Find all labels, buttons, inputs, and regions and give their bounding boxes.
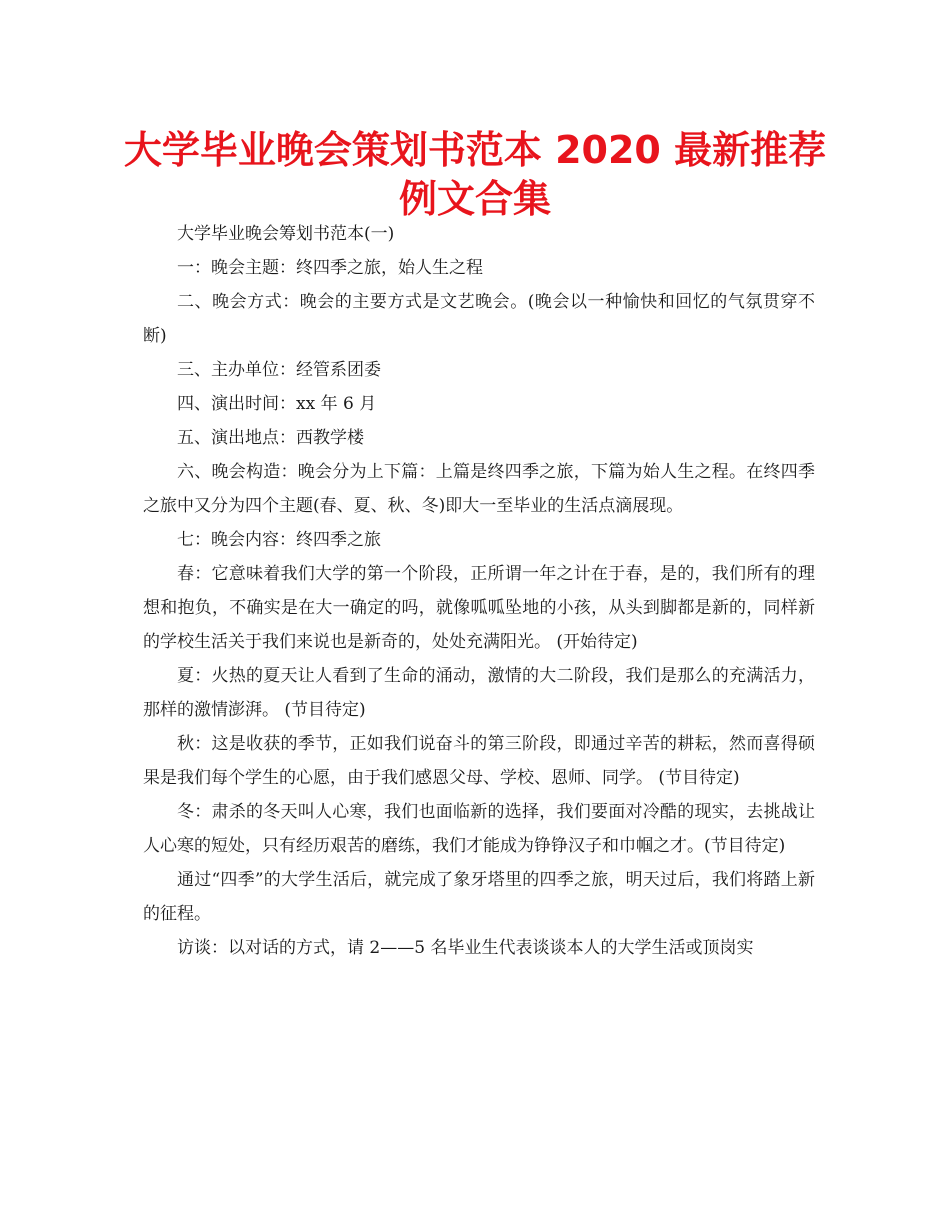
- paragraph-theme: 一：晚会主题：终四季之旅，始人生之程: [177, 258, 483, 278]
- paragraph-autumn: 秋：这是收获的季节，正如我们说奋斗的第三阶段，即通过辛苦的耕耘，然而喜得硕果是我们每个学生的心愿，由于我们感恩父母、学校、恩师、同学。 (节目待定): [143, 734, 815, 788]
- paragraph-organizer: 三、主办单位：经管系团委: [177, 360, 381, 380]
- paragraph-heading: 大学毕业晚会筹划书范本(一): [177, 224, 395, 244]
- paragraph-venue: 五、演出地点：西教学楼: [177, 428, 364, 448]
- paragraph-winter: 冬：肃杀的冬天叫人心寒，我们也面临新的选择，我们要面对冷酷的现实，去挑战让人心寒的短处，只有经历艰苦的磨练，我们才能成为铮铮汉子和巾帼之才。(节目待定): [143, 802, 815, 856]
- paragraph-format: 二、晚会方式：晚会的主要方式是文艺晚会。(晚会以一种愉快和回忆的气氛贯穿不断): [143, 292, 815, 346]
- document-title: 大学毕业晚会策划书范本 2020 最新推荐例文合集: [123, 128, 827, 221]
- paragraph-interview: 访谈：以对话的方式，请 2——5 名毕业生代表谈谈本人的大学生活或顶岗实: [177, 938, 754, 958]
- document-body: [143, 217, 815, 965]
- paragraph-spring: 春：它意味着我们大学的第一个阶段，正所谓一年之计在于春，是的，我们所有的理想和抱负，不确实是在大一确定的吗，就像呱呱坠地的小孩，从头到脚都是新的，同样新的学校生活关于我们来说也是新奇的，处处充满阳光。 (开始待定): [143, 564, 815, 652]
- paragraph-time: 四、演出时间：xx 年 6 月: [177, 394, 377, 414]
- paragraph-structure: 六、晚会构造：晚会分为上下篇：上篇是终四季之旅，下篇为始人生之程。在终四季之旅中又分为四个主题(春、夏、秋、冬)即大一至毕业的生活点滴展现。: [143, 462, 815, 516]
- paragraph-summary: 通过“四季”的大学生活后，就完成了象牙塔里的四季之旅，明天过后，我们将踏上新的征程。: [143, 870, 815, 924]
- paragraph-content: 七：晚会内容：终四季之旅: [177, 530, 381, 550]
- paragraph-summer: 夏：火热的夏天让人看到了生命的涌动，激情的大二阶段，我们是那么的充满活力，那样的激情澎湃。 (节目待定): [143, 666, 815, 720]
